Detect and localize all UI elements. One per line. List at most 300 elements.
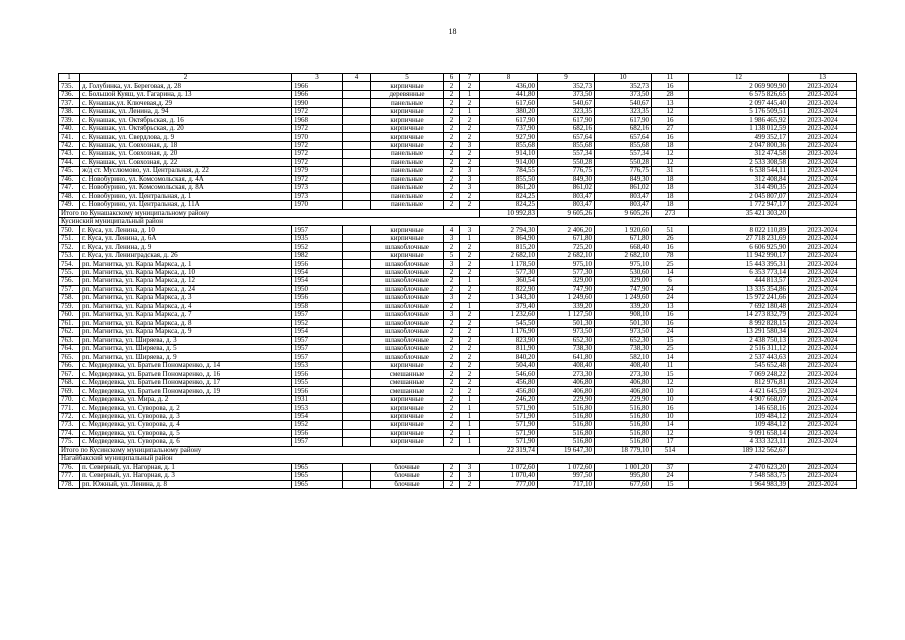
table-cell: 1 [460,90,480,98]
table-cell: 408,40 [538,361,595,369]
table-cell: шлакоблочные [371,268,444,276]
table-cell: 822,90 [480,285,538,293]
header-cell: 2 [80,74,292,82]
table-cell: рп. Магнитка, ул. Ширяева, д. 5 [80,345,292,353]
table-cell: 2 [460,116,480,124]
table-cell: 617,60 [480,99,538,107]
table-cell: 441,80 [480,90,538,98]
table-cell: 557,34 [595,150,652,158]
table-cell: 774. [59,429,80,437]
table-cell: 2 [444,141,460,149]
table-cell: 743. [59,150,80,158]
table-cell: 7 548 583,75 [689,472,789,480]
table-cell: 671,80 [595,234,652,242]
table-cell: 2 [444,192,460,200]
table-cell: 855,68 [538,141,595,149]
table-cell: 2 047 800,36 [689,141,789,149]
table-cell: 5 [444,251,460,259]
table-cell: кирпичные [371,234,444,242]
table-cell: 2 069 909,90 [689,82,789,90]
table-cell: 2 [460,133,480,141]
table-cell: 1970 [292,201,343,209]
table-cell: кирпичные [371,82,444,90]
table-cell: 1973 [292,192,343,200]
table-cell: 312 408,84 [689,175,789,183]
table-cell: 6 606 925,90 [689,243,789,251]
table-cell: 24 [652,472,689,480]
table-cell: 516,80 [595,438,652,446]
table-cell: 2 [444,285,460,293]
table-cell: 25 [652,345,689,353]
table-cell: 501,30 [538,319,595,327]
table-cell: 2 [460,311,480,319]
table-cell: 273,30 [538,370,595,378]
table-cell: 849,30 [595,175,652,183]
table-cell: 577,30 [538,268,595,276]
total-cell: 189 132 562,67 [689,446,789,454]
table-cell: 1 178,50 [480,260,538,268]
table-cell: 16 [652,116,689,124]
table-cell: 763. [59,336,80,344]
table-cell: рп. Магнитка, ул. Карла Маркса, д. 7 [80,311,292,319]
table-cell: 1982 [292,251,343,259]
table-cell: 2023-2024 [789,463,857,471]
table-cell: 1965 [292,480,343,488]
table-cell: 2023-2024 [789,302,857,310]
table-cell: 2 [444,412,460,420]
table-cell: 1956 [292,260,343,268]
table-cell: 849,30 [538,175,595,183]
table-cell: панельные [371,150,444,158]
table-cell: 1955 [292,378,343,386]
table-cell: 2023-2024 [789,82,857,90]
table-cell: панельные [371,158,444,166]
table-cell: 12 [652,150,689,158]
table-cell: 15 [652,480,689,488]
table-cell: 15 [652,336,689,344]
table-cell: 12 [652,378,689,386]
table-cell: 2 [460,336,480,344]
table-row [59,90,857,98]
table-cell: шлакоблочные [371,285,444,293]
table-cell: 16 [652,311,689,319]
table-cell [343,404,371,412]
table-cell: 746. [59,175,80,183]
table-cell: 682,16 [595,124,652,132]
table-cell: с. Медведевка, ул. Суворова, д. 4 [80,421,292,429]
table-cell: 577,30 [480,268,538,276]
table-row [59,82,857,90]
table-cell: 546,60 [480,370,538,378]
table-cell [343,480,371,488]
table-cell: 927,90 [480,133,538,141]
table-cell: 1957 [292,345,343,353]
table-cell [343,353,371,361]
table-cell: 501,30 [595,319,652,327]
table-cell: 767. [59,370,80,378]
table-cell: 717,10 [538,480,595,488]
table-cell: 2 537 443,63 [689,353,789,361]
table-cell [343,302,371,310]
table-cell: кирпичные [371,429,444,437]
table-cell: 2 682,10 [538,251,595,259]
table-cell: 1956 [292,387,343,395]
table-cell: 778. [59,480,80,488]
total-cell: 19 647,30 [538,446,595,454]
table-cell: 855,68 [595,141,652,149]
table-cell: рп. Магнитка, ул. Карла Маркса, д. 12 [80,277,292,285]
table-cell: 8 022 110,89 [689,226,789,234]
table-cell: 545 652,48 [689,361,789,369]
table-cell: шлакоблочные [371,319,444,327]
table-cell: 2023-2024 [789,277,857,285]
table-cell: 2 045 807,07 [689,192,789,200]
table-cell: 671,80 [538,234,595,242]
table-cell: 1972 [292,158,343,166]
table-cell: 761. [59,319,80,327]
table-cell: 2 [460,319,480,327]
table-cell: 2 [444,158,460,166]
table-cell: 748. [59,192,80,200]
table-cell: 747,90 [595,285,652,293]
table-cell: 617,90 [538,116,595,124]
table-cell: 1957 [292,311,343,319]
table-cell: кирпичные [371,251,444,259]
table-cell [343,438,371,446]
table-cell: рп. Магнитка, ул. Карла Маркса, д. 8 [80,319,292,327]
table-cell: 2 [460,158,480,166]
table-cell: деревянные [371,90,444,98]
section-row [59,217,857,225]
table-cell: 682,16 [538,124,595,132]
table-cell: 2023-2024 [789,184,857,192]
table-cell: рп. Магнитка, ул. Карла Маркса, д. 24 [80,285,292,293]
total-cell: 35 421 303,20 [689,209,789,217]
table-cell: 2023-2024 [789,294,857,302]
table-cell: 769. [59,387,80,395]
table-cell: 2 [460,251,480,259]
table-cell: 1954 [292,268,343,276]
table-cell: 861,02 [538,184,595,192]
table-cell: 2 [444,82,460,90]
table-cell: 408,40 [595,361,652,369]
table-cell: 1 [460,438,480,446]
table-row [59,285,857,293]
table-cell: 2 [444,345,460,353]
table-cell: 668,40 [595,243,652,251]
table-cell: 571,90 [480,412,538,420]
page-number: 18 [448,27,457,36]
table-cell: 27 718 231,69 [689,234,789,242]
total-cell [789,209,857,217]
table-cell: 2 [444,472,460,480]
table-cell: 657,64 [595,133,652,141]
table-cell: 861,02 [595,184,652,192]
table-cell: 2 [460,99,480,107]
table-cell: 406,80 [595,387,652,395]
table-cell: 16 [652,82,689,90]
table-cell: 2 [460,378,480,386]
table-cell: 2023-2024 [789,472,857,480]
table-row [59,133,857,141]
table-cell: 26 [652,234,689,242]
table-cell [343,328,371,336]
table-cell: шлакоблочные [371,328,444,336]
table-cell: 1 [460,404,480,412]
table-row [59,99,857,107]
table-cell: с. Новобурино, ул. Комсомольская, д. 4А [80,175,292,183]
table-cell: 756. [59,277,80,285]
table-row [59,370,857,378]
table-cell: 3 [444,294,460,302]
table-cell: 973,50 [538,328,595,336]
table-cell: кирпичные [371,404,444,412]
table-cell: блочные [371,480,444,488]
table-cell: 14 [652,421,689,429]
table-cell: 824,25 [480,192,538,200]
table-cell: 975,10 [538,260,595,268]
table-cell: 516,80 [538,438,595,446]
table-cell: 571,90 [480,421,538,429]
table-cell: 1 986 465,92 [689,116,789,124]
table-cell: 2023-2024 [789,345,857,353]
table-cell: панельные [371,201,444,209]
table-cell: 2 [460,328,480,336]
table-cell: 749. [59,201,80,209]
table-cell [343,82,371,90]
table-cell: 908,10 [595,311,652,319]
table-cell: 752. [59,243,80,251]
table-cell: 229,90 [538,395,595,403]
table-cell: 2 533 308,58 [689,158,789,166]
table-cell: 2 [444,175,460,183]
table-row [59,336,857,344]
table-cell [343,294,371,302]
table-cell: смешанные [371,378,444,386]
table-cell: 530,60 [595,268,652,276]
table-cell: 755. [59,268,80,276]
table-cell: 16 [652,319,689,327]
table-cell: 1 [460,412,480,420]
table-cell: 3 [460,167,480,175]
table-cell: 775. [59,438,80,446]
table-row [59,345,857,353]
table-cell: панельные [371,167,444,175]
table-cell: 2 [460,124,480,132]
header-cell: 7 [460,74,480,82]
table-cell: 1957 [292,336,343,344]
table-cell: 2023-2024 [789,124,857,132]
table-cell: 1 072,60 [480,463,538,471]
table-cell [343,243,371,251]
table-cell: 677,60 [595,480,652,488]
table-cell: 1952 [292,421,343,429]
table-cell: 406,80 [538,387,595,395]
table-cell: 2 [460,82,480,90]
table-cell [343,311,371,319]
table-cell: 1 772 947,17 [689,201,789,209]
table-cell: 739. [59,116,80,124]
table-cell: 2 [444,201,460,209]
table-cell: кирпичные [371,226,444,234]
table-cell: 516,80 [595,412,652,420]
table-cell: 840,20 [480,353,538,361]
table-cell: 2 [444,302,460,310]
table-cell: 2023-2024 [789,167,857,175]
table-cell: 1 920,60 [595,226,652,234]
table-cell: 773. [59,421,80,429]
table-cell: 973,50 [595,328,652,336]
table-row [59,421,857,429]
table-cell [343,116,371,124]
table-cell: 1 343,30 [480,294,538,302]
total-row [59,209,857,217]
table-cell: 373,50 [538,90,595,98]
table-cell: 1 [460,107,480,115]
table-cell: 1 249,60 [538,294,595,302]
table-cell [343,345,371,353]
table-cell: 2 [460,370,480,378]
table-cell: 1990 [292,99,343,107]
table-cell: 777. [59,472,80,480]
table-cell: 747. [59,184,80,192]
table-cell: шлакоблочные [371,345,444,353]
total-cell [789,446,857,454]
table-cell: с. Кунашак, ул. Совхозная, д. 20 [80,150,292,158]
header-cell: 9 [538,74,595,82]
table-cell: 864,90 [480,234,538,242]
table-cell: 770. [59,395,80,403]
table-row [59,268,857,276]
table-row [59,311,857,319]
housing-repair-table [58,73,857,489]
table-cell: 379,40 [480,302,538,310]
table-cell: 2 [444,243,460,251]
table-cell: 2 [444,328,460,336]
table-cell [343,378,371,386]
table-cell: 18 [652,192,689,200]
table-cell: 803,47 [595,201,652,209]
table-cell: 314 490,35 [689,184,789,192]
table-cell: 740. [59,124,80,132]
table-row [59,226,857,234]
table-cell: 4 907 668,07 [689,395,789,403]
table-cell: 352,73 [538,82,595,90]
table-cell [343,124,371,132]
table-cell: 14 [652,268,689,276]
table-row [59,361,857,369]
table-cell: 516,80 [538,429,595,437]
table-cell: 1979 [292,167,343,175]
housing-table-sheet [58,73,857,489]
table-cell: 24 [652,285,689,293]
table-cell: 751. [59,234,80,242]
table-cell: 312 474,58 [689,150,789,158]
table-cell: 1 [460,421,480,429]
table-cell: 545,50 [480,319,538,327]
total-cell: 9 605,26 [538,209,595,217]
table-cell: 246,20 [480,395,538,403]
table-cell: шлакоблочные [371,243,444,251]
table-cell: 6 353 773,14 [689,268,789,276]
table-cell: с. Новобурино, ул. Комсомольская, д. 8А [80,184,292,192]
table-cell: 25 [652,260,689,268]
table-cell: 2 794,30 [480,226,538,234]
table-cell: 657,64 [538,133,595,141]
table-cell: 582,10 [595,353,652,361]
table-cell: г. Куса, ул. Ленина, д. 9 [80,243,292,251]
table-cell: с. Кунашак, ул. Свердлова, д. 9 [80,133,292,141]
table-row [59,480,857,488]
table-cell: 2 [460,285,480,293]
table-cell: 975,10 [595,260,652,268]
table-row [59,260,857,268]
table-cell: 2023-2024 [789,150,857,158]
table-cell: 2 [444,353,460,361]
table-cell: 4 [444,226,460,234]
table-cell: 652,30 [538,336,595,344]
table-cell [343,90,371,98]
table-cell: 823,90 [480,336,538,344]
table-cell: 1972 [292,150,343,158]
table-cell [343,472,371,480]
table-cell: 2 [460,294,480,302]
table-cell: 760. [59,311,80,319]
table-cell: 2 [444,133,460,141]
table-cell: 6 575 826,65 [689,90,789,98]
table-cell: 3 [460,175,480,183]
table-cell: 995,80 [595,472,652,480]
table-cell: 12 [652,429,689,437]
table-cell: 2 [460,345,480,353]
table-cell: 2 [444,438,460,446]
table-cell: 725,20 [538,243,595,251]
table-row [59,141,857,149]
table-cell: 323,35 [538,107,595,115]
table-cell: 768. [59,378,80,386]
table-cell: 3 [460,226,480,234]
header-cell: 13 [789,74,857,82]
total-label: Итого по Кунашакскому муниципальному району [59,209,480,217]
table-row [59,429,857,437]
table-cell: 516,80 [538,421,595,429]
table-cell: 2 [444,277,460,285]
table-cell: 914,00 [480,158,538,166]
table-row [59,387,857,395]
table-cell: 3 [460,463,480,471]
section-heading: Нагайбакский муниципальный район [59,455,857,463]
table-cell: 146 658,16 [689,404,789,412]
total-cell: 22 319,74 [480,446,538,454]
table-cell: блочные [371,463,444,471]
table-cell [343,201,371,209]
table-cell [343,421,371,429]
table-cell: 2023-2024 [789,107,857,115]
table-row [59,175,857,183]
table-cell: с. Кунашак, ул. Октябрьская, д. 16 [80,116,292,124]
table-row [59,438,857,446]
table-cell [343,387,371,395]
table-cell: 3 [444,234,460,242]
table-cell: с. Медведевка, ул. Суворова, д. 3 [80,412,292,420]
table-cell: 516,80 [595,429,652,437]
table-cell: рп. Магнитка, ул. Карла Маркса, д. 4 [80,302,292,310]
table-cell: 997,50 [538,472,595,480]
table-cell: 742. [59,141,80,149]
table-cell: 764. [59,345,80,353]
table-cell: 16 [652,133,689,141]
table-cell: 777,00 [480,480,538,488]
